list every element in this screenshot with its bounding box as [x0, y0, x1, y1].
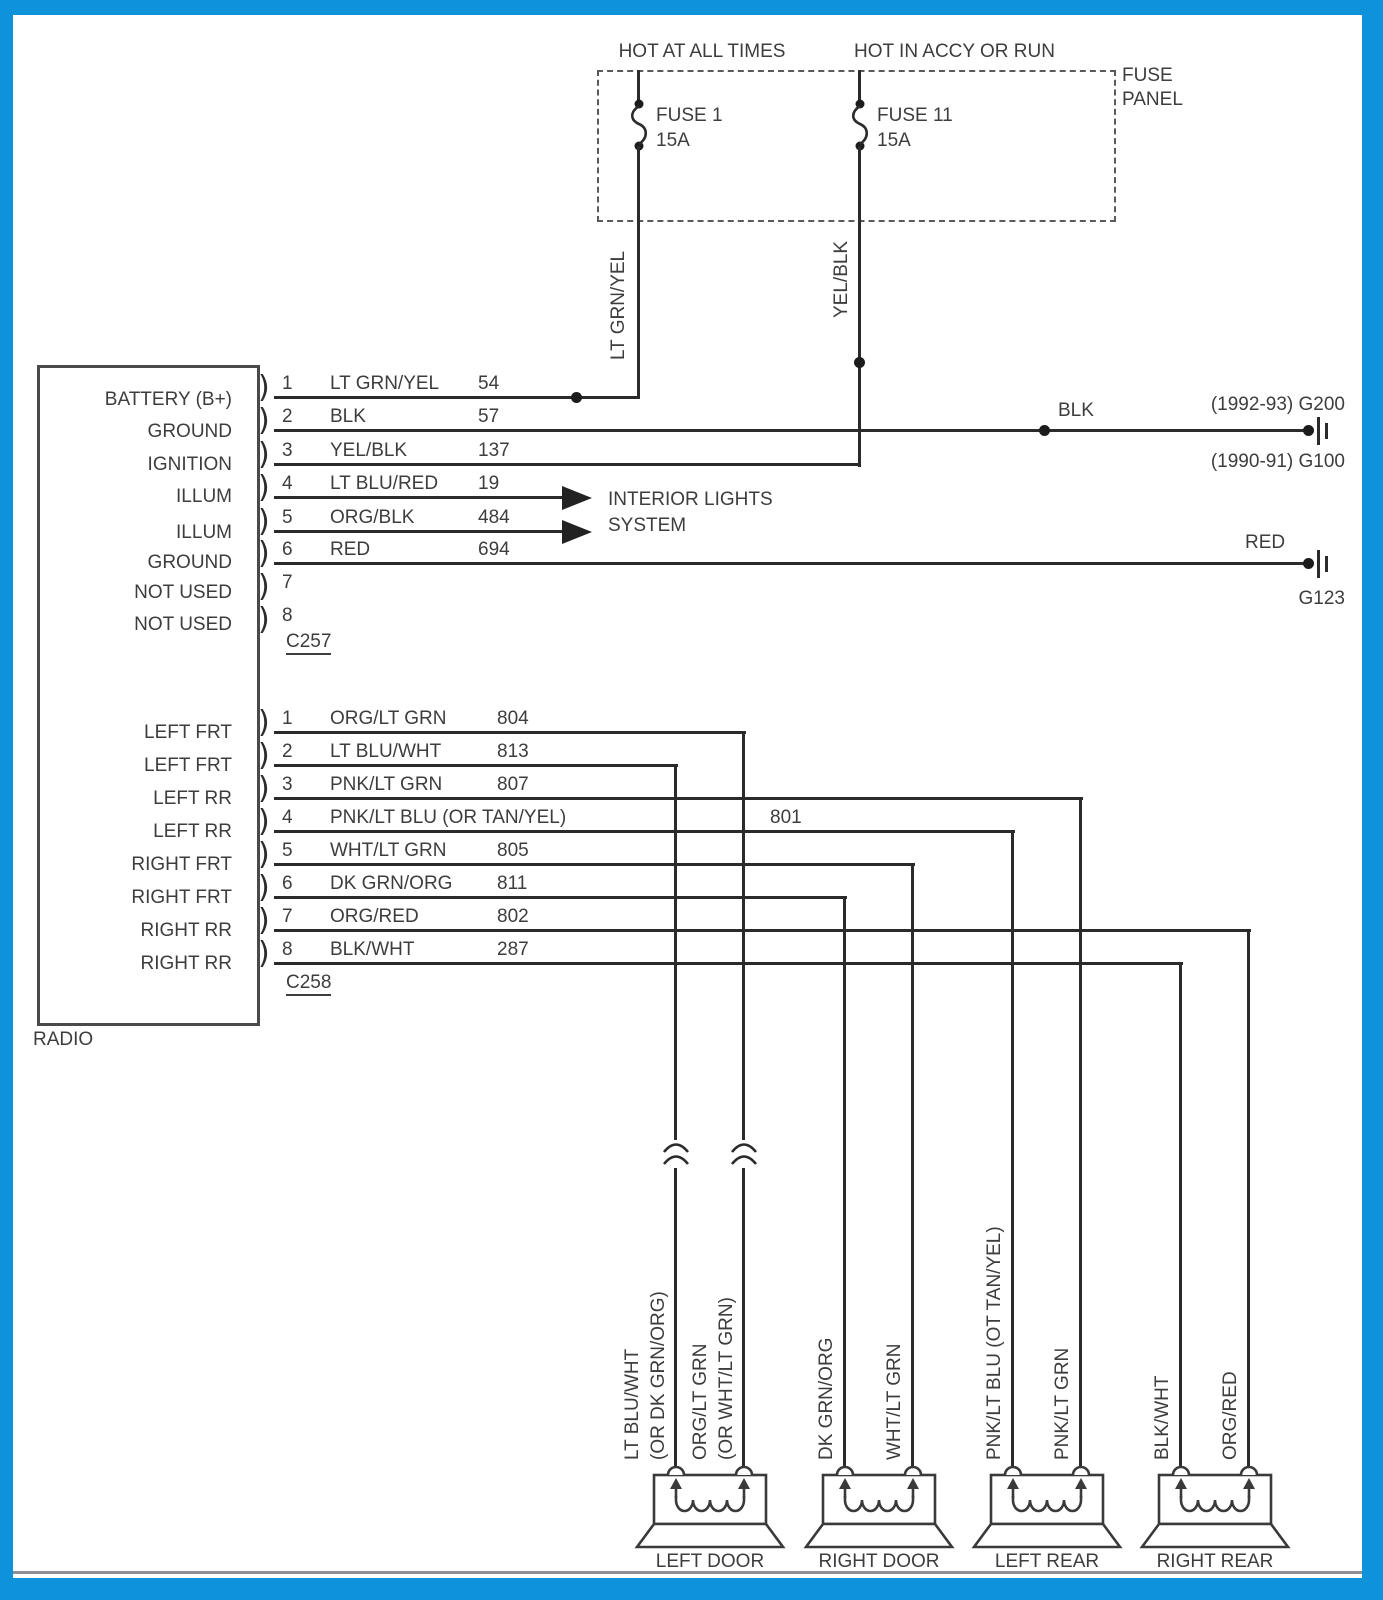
c258-pin4-bracket: ) — [258, 804, 270, 839]
splice-c257-1 — [571, 392, 582, 403]
speaker-left-door-label: LEFT DOOR — [655, 1551, 765, 1572]
c258-wire-2: LT BLU/WHT — [330, 741, 442, 762]
interior-lights-label-2: SYSTEM — [608, 515, 687, 536]
c257-fn-4: ILLUM — [176, 486, 232, 507]
fuse-panel-label-2: PANEL — [1122, 89, 1183, 110]
wire-c258-3 — [274, 797, 1083, 800]
radio-label: RADIO — [33, 1029, 94, 1050]
c258-wire-6: DK GRN/ORG — [330, 873, 453, 894]
c257-num-6: 6 — [282, 539, 293, 560]
c258-num-8: 8 — [282, 939, 293, 960]
c257-cct-4: 19 — [478, 473, 500, 494]
frame-bottom — [0, 1578, 1383, 1600]
speaker-right-rear-icon — [1138, 1466, 1292, 1550]
c257-id: C257 — [286, 630, 331, 655]
c257-fn-3: IGNITION — [147, 454, 232, 475]
drop-wire-blk-wht — [1179, 962, 1182, 1473]
c258-wire-8: BLK/WHT — [330, 939, 415, 960]
spk2-wire-b-label: WHT/LT GRN — [884, 1343, 905, 1460]
spk1-wire-b-alt-label: (OR WHT/LT GRN) — [716, 1297, 737, 1460]
splice-blk — [1039, 425, 1050, 436]
spk2-wire-a-label: DK GRN/ORG — [816, 1337, 837, 1460]
c257-wire-3: YEL/BLK — [330, 440, 408, 461]
spk3-wire-b-label: PNK/LT GRN — [1052, 1347, 1073, 1460]
c258-pin8-bracket: ) — [258, 936, 270, 971]
frame-right — [1362, 0, 1383, 1600]
hot-at-all-times-label: HOT AT ALL TIMES — [618, 41, 786, 62]
c258-fn-8: RIGHT RR — [140, 953, 232, 974]
c257-num-4: 4 — [282, 473, 293, 494]
c257-num-5: 5 — [282, 507, 293, 528]
feed-wire2 — [858, 146, 861, 467]
ground-g123-bar1 — [1317, 550, 1320, 578]
interior-lights-arrow-1 — [562, 486, 592, 510]
speaker-right-rear-label: RIGHT REAR — [1156, 1551, 1274, 1572]
fuse1-name: FUSE 1 — [656, 105, 723, 126]
feed-wire2-splice — [854, 357, 865, 368]
wire-c258-8 — [274, 962, 1183, 965]
c258-cct-5: 805 — [497, 840, 529, 861]
spk1-wire-b-label: ORG/LT GRN — [690, 1343, 711, 1460]
c257-pin8-bracket: ) — [258, 602, 270, 637]
speaker-left-rear-icon — [970, 1466, 1124, 1550]
g123-label: G123 — [1298, 588, 1345, 609]
c258-fn-6: RIGHT FRT — [131, 887, 232, 908]
feed-wire2-label: YEL/BLK — [831, 240, 852, 318]
ground-g200-bar2 — [1325, 423, 1328, 439]
c257-cct-1: 54 — [478, 373, 500, 394]
wire-break-icon-2 — [730, 1140, 758, 1168]
c257-num-3: 3 — [282, 440, 293, 461]
wire-c258-7 — [274, 929, 1251, 932]
c258-num-7: 7 — [282, 906, 293, 927]
c257-cct-3: 137 — [478, 440, 510, 461]
c258-fn-5: RIGHT FRT — [131, 854, 232, 875]
c257-pin3-bracket: ) — [258, 437, 270, 472]
ground-g200-bar1 — [1317, 417, 1320, 445]
c257-num-7: 7 — [282, 572, 293, 593]
c258-wire-3: PNK/LT GRN — [330, 774, 443, 795]
c258-num-2: 2 — [282, 741, 293, 762]
speaker-right-door-label: RIGHT DOOR — [818, 1551, 940, 1572]
red-wire-label: RED — [1245, 532, 1286, 553]
wire-c257-3 — [274, 463, 861, 466]
c258-fn-2: LEFT FRT — [144, 755, 232, 776]
feed-wire1 — [637, 146, 640, 399]
spk1-wire-a-alt-label: (OR DK GRN/ORG) — [648, 1291, 669, 1460]
speaker-right-door-icon — [802, 1466, 956, 1550]
fuse11-name: FUSE 11 — [877, 105, 953, 126]
speaker-left-door-icon — [633, 1466, 787, 1550]
spk3-wire-a-label: PNK/LT BLU (OT TAN/YEL) — [984, 1226, 1005, 1460]
fuse-panel-label-1: FUSE — [1122, 65, 1173, 86]
wire-c258-2 — [274, 764, 678, 767]
c257-cct-2: 57 — [478, 406, 500, 427]
c258-pin7-bracket: ) — [258, 903, 270, 938]
c258-wire-5: WHT/LT GRN — [330, 840, 447, 861]
wire-c257-2-blk — [274, 429, 1309, 432]
c257-fn-5: ILLUM — [176, 522, 232, 543]
c258-num-1: 1 — [282, 708, 293, 729]
c257-pin7-bracket: ) — [258, 569, 270, 604]
wire-break-icon-1 — [662, 1140, 690, 1168]
ground-g200-icon — [1303, 425, 1314, 436]
wire-c257-1 — [274, 396, 640, 399]
c258-cct-6: 811 — [497, 873, 528, 894]
spk4-wire-a-label: BLK/WHT — [1152, 1375, 1173, 1460]
c258-wire-7: ORG/RED — [330, 906, 419, 927]
c257-pin2-bracket: ) — [258, 403, 270, 438]
c258-fn-3: LEFT RR — [153, 788, 232, 809]
g100-label: (1990-91) G100 — [1210, 451, 1345, 472]
c258-pin3-bracket: ) — [258, 771, 270, 806]
c257-wire-4: LT BLU/RED — [330, 473, 439, 494]
c258-id: C258 — [286, 971, 331, 996]
frame-left — [0, 0, 13, 1600]
speaker-left-rear-label: LEFT REAR — [994, 1551, 1100, 1572]
drop-wire-dkgrn-org — [843, 896, 846, 1473]
c257-wire-2: BLK — [330, 406, 366, 427]
c258-cct-4: 801 — [770, 807, 802, 828]
drop-wire-wht-ltgrn — [911, 863, 914, 1473]
c258-num-3: 3 — [282, 774, 293, 795]
c257-fn-7: NOT USED — [134, 582, 232, 603]
c257-pin1-bracket: ) — [258, 370, 270, 405]
c258-wire-1: ORG/LT GRN — [330, 708, 447, 729]
drop-wire-org-ltgrn — [742, 731, 745, 1473]
feed-wire1-label: LT GRN/YEL — [608, 250, 629, 360]
interior-lights-arrow-2 — [562, 520, 592, 544]
fuse11-rating: 15A — [877, 130, 911, 151]
fuse1-rating: 15A — [656, 130, 690, 151]
c257-wire-6: RED — [330, 539, 371, 560]
c258-pin6-bracket: ) — [258, 870, 270, 905]
c258-fn-7: RIGHT RR — [140, 920, 232, 941]
c258-cct-1: 804 — [497, 708, 529, 729]
drop-wire-ltblu-wht — [674, 764, 677, 1473]
c258-pin5-bracket: ) — [258, 837, 270, 872]
c257-fn-8: NOT USED — [134, 614, 232, 635]
c258-pin1-bracket: ) — [258, 705, 270, 740]
c257-num-1: 1 — [282, 373, 293, 394]
c258-num-6: 6 — [282, 873, 293, 894]
c257-wire-5: ORG/BLK — [330, 507, 415, 528]
ground-g123-bar2 — [1325, 556, 1328, 572]
wire-c257-6-red — [274, 562, 1309, 565]
wire-c258-4 — [274, 830, 1015, 833]
ground-g123-icon — [1303, 558, 1314, 569]
wire-c258-6 — [274, 896, 847, 899]
drop-wire-pnk-ltblu — [1011, 830, 1014, 1473]
c257-pin5-bracket: ) — [258, 504, 270, 539]
wire-c258-1 — [274, 731, 746, 734]
c258-wire-4: PNK/LT BLU (OR TAN/YEL) — [330, 807, 567, 828]
c257-num-2: 2 — [282, 406, 293, 427]
c257-cct-5: 484 — [478, 507, 510, 528]
wire-c257-4 — [274, 496, 564, 499]
c257-wire-1: LT GRN/YEL — [330, 373, 440, 394]
fuse11-icon — [850, 97, 870, 153]
c257-cct-6: 694 — [478, 539, 510, 560]
c257-fn-6: GROUND — [147, 552, 232, 573]
spk4-wire-b-label: ORG/RED — [1220, 1371, 1241, 1460]
c258-cct-7: 802 — [497, 906, 529, 927]
c258-pin2-bracket: ) — [258, 738, 270, 773]
c257-fn-1: BATTERY (B+) — [104, 389, 232, 410]
wire-c257-5 — [274, 530, 564, 533]
c257-pin4-bracket: ) — [258, 470, 270, 505]
c257-num-8: 8 — [282, 605, 293, 626]
interior-lights-label-1: INTERIOR LIGHTS — [608, 489, 773, 510]
c257-fn-2: GROUND — [147, 421, 232, 442]
blk-wire-label: BLK — [1058, 400, 1094, 421]
c258-cct-3: 807 — [497, 774, 529, 795]
hot-in-accy-label: HOT IN ACCY OR RUN — [854, 41, 1055, 62]
drop-wire-pnk-ltgrn — [1079, 797, 1082, 1473]
c258-num-5: 5 — [282, 840, 293, 861]
c258-fn-4: LEFT RR — [153, 821, 232, 842]
c258-cct-8: 287 — [497, 939, 529, 960]
wire-c258-5 — [274, 863, 915, 866]
g200-label: (1992-93) G200 — [1210, 394, 1345, 415]
drop-wire-org-red — [1247, 929, 1250, 1473]
c258-num-4: 4 — [282, 807, 293, 828]
c257-pin6-bracket: ) — [258, 536, 270, 571]
frame-top — [0, 0, 1383, 15]
c258-cct-2: 813 — [497, 741, 529, 762]
fuse1-icon — [629, 97, 649, 153]
spk1-wire-a-label: LT BLU/WHT — [622, 1348, 643, 1460]
c258-fn-1: LEFT FRT — [144, 722, 232, 743]
